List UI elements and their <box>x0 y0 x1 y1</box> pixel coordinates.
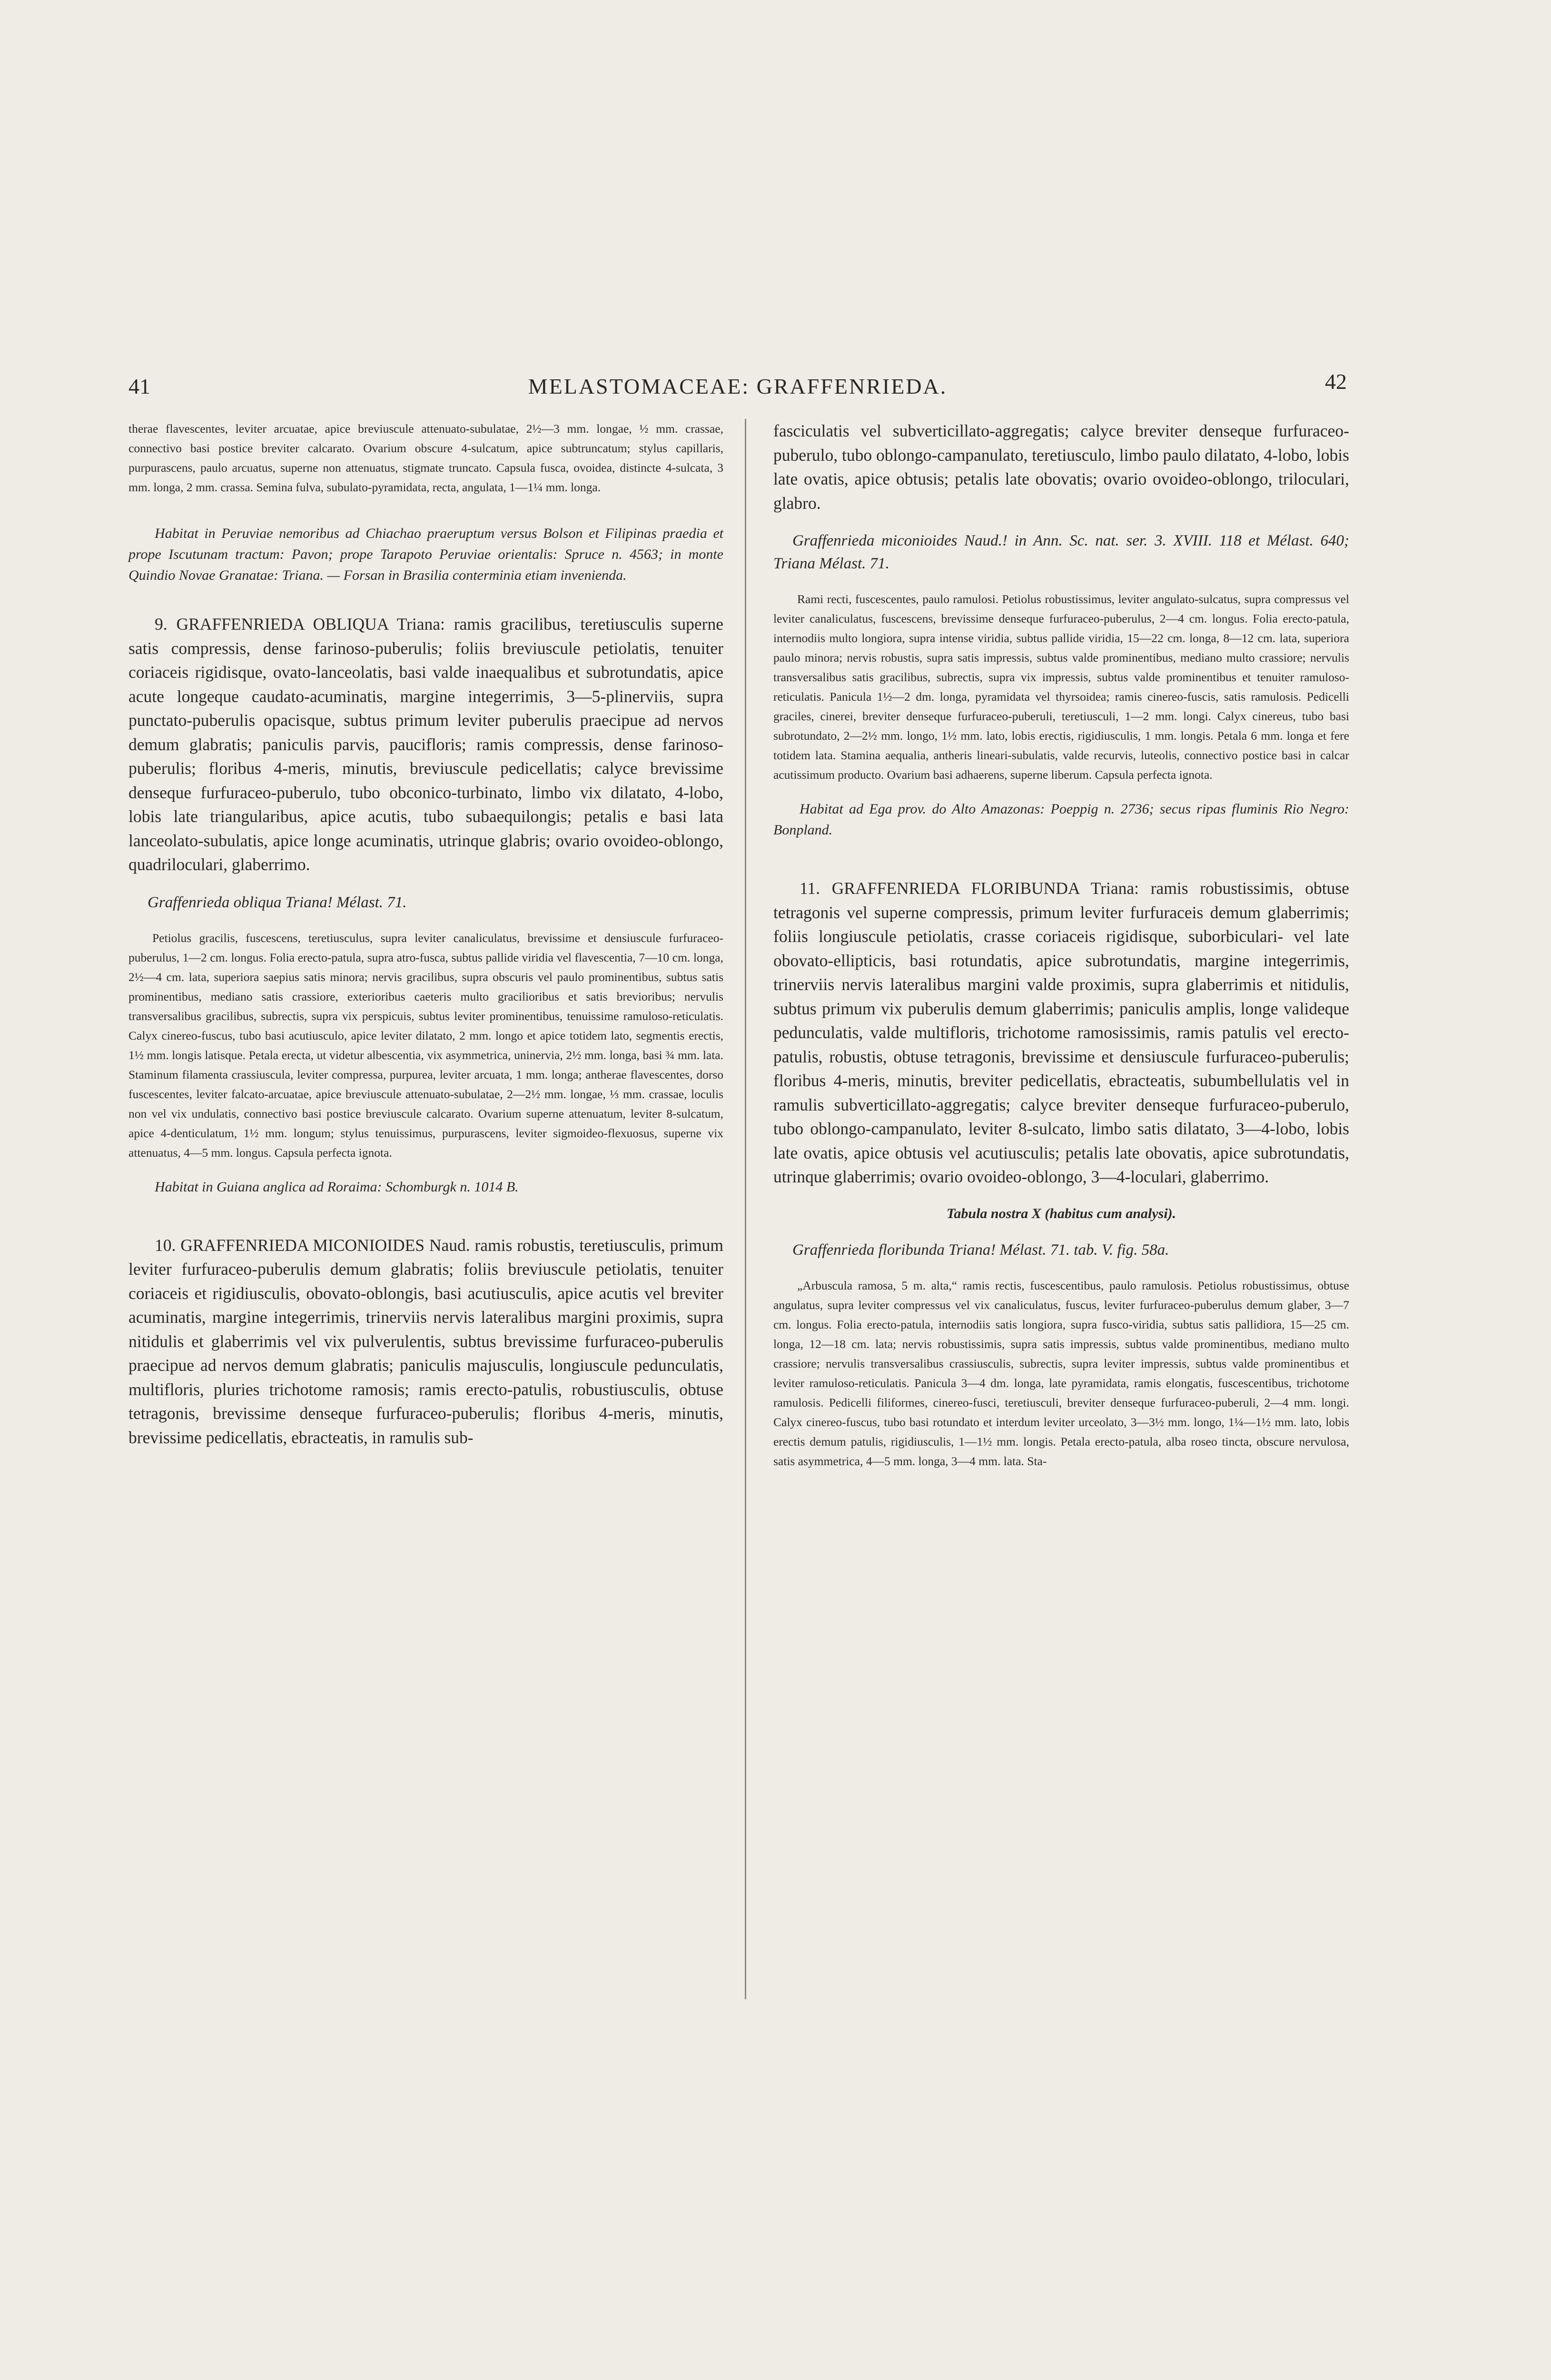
species-11-description: „Arbuscula ramosa, 5 m. alta,“ ramis rectis, fuscescentibus, paulo ramulosis. Petiolus robustissimus, obtuse angulatus, supra leviter compressus vel vix canaliculatus, fuscus, leviter furfuraceo-puberulus demum glaber, 3—7 cm. longus. Folia erecto-patula, internodiis satis longiora, supra fusco-viridia, subtus satis pallidiora, 15—25 cm. longa, 12—18 cm. lata; nervis robustissimis, supra satis impressis, subtus valde prominentibus, mediano multo crassiore; nervulis transversalibus crassiusculis, subrectis, supra leviter impressis, subtus valde prominentibus et leviter ramuloso-reticulatis. Panicula 3—4 dm. longa, late pyramidata, ramis elongatis, fuscescentibus, trichotome ramulosis. Pedicelli filiformes, cinereo-fusci, teretiusculi, breviter denseque furfuraceo-puberuli, 2—4 mm. longi. Calyx cinereo-fuscus, tubo basi rotundato et interdum leviter urceolato, 3—3½ mm. longo, 1¼—1½ mm. lato, lobis erectis demum patulis, rigidiusculis, 1—1½ mm. longis. Petala erecto-patula, alba roseo tincta, obscure nervulosa, satis asymmetrica, 4—5 mm. longa, 3—4 mm. lata. Sta- <box>773 1278 1349 1468</box>
column-divider <box>745 419 746 1999</box>
species-11-reference: Graffenrieda floribunda Triana! Mélast. 71. tab. V. fig. 58a. <box>792 1241 1169 1259</box>
species-10-description: Rami recti, fuscescentes, paulo ramulosi. Petiolus robustissimus, leviter angulato-sulcatus, supra compressus vel leviter canaliculatus, fuscescens, brevissime denseque furfuraceo-puberulus, 2—4 cm. longus. Folia erecto-patula, internodiis multo longiora, supra intense viridia, subtus pallide viridia, 15—22 cm. longa, 8—12 cm. lata, superiora paulo minora; nervis robustis, supra satis impressis, subtus valde prominentibus, mediano multo crassiore; nervulis transversalibus satis gracilibus, subrectis, supra vix impressis, subtus valde prominentibus et tenuiter ramuloso-reticulatis. Panicula 1½—2 dm. longa, pyramidata vel thyrsoidea; ramis cinereo-fuscis, satis ramulosis. Pedicelli graciles, cinerei, breviter denseque furfuraceo-puberuli, teretiusculi, 1—2 mm. longi. Calyx cinereus, tubo basi subrotundato, 2—2½ mm. longo, 1½ mm. lato, lobis erectis, rigidiusculis, 1 mm. longis. Petala 6 mm. longa et fere totidem lata. Stamina aequalia, antheris lineari-subulatis, valde recurvis, luteolis, connectivo postice basi in calcar acutissimum producto. Ovarium basi adhaerens, superne liberum. Capsula perfecta ignota. <box>773 592 1349 782</box>
continued-description: therae flavescentes, leviter arcuatae, apice breviuscule attenuato-subulatae, 2½—3 mm. longae, ½ mm. crassae, connectivo basi postice breviter calcarato. Ovarium obscure 4-sulcatum, apice subtruncatum; stylus capillaris, purpurascens, paulo arcuatus, superne non attenuatus, stigmate truncato. Capsula fusca, ovoidea, distincte 4-sulcata, 3 mm. longa, 2 mm. crassa. Semina fulva, subulato-pyramidata, recta, angulata, 1—1¼ mm. longa. <box>128 422 723 494</box>
left-page-number: 41 <box>128 374 150 398</box>
species-9-reference: Graffenrieda obliqua Triana! Mélast. 71. <box>148 893 407 911</box>
species-9-diagnosis: 9. GRAFFENRIEDA OBLIQUA Triana: ramis gracilibus, teretiusculis superne satis compressis, dense farinoso-puberulis; foliis breviuscule petiolatis, tenuiter coriaceis rigidisque, ovato-lanceolatis, basi valde inaequalibus et subrotundatis, apice acute longeque caudato-acuminatis, margine integerrimis, 3—5-plinerviis, supra punctato-puberulis opacisque, subtus primum leviter puberulis praecipue ad nervos demum glabratis; paniculis parvis, paucifloris; ramis compressis, dense farinoso-puberulis; floribus 4-meris, minutis, breviuscule pedicellatis; calyce brevissime denseque furfuraceo-puberulo, tubo obconico-turbinato, limbo vix dilatato, 4-lobo, lobis late triangularibus, apice acutis, tubo subaequilongis; petalis e basi lata lanceolato-subulatis, apice longe acuminatis, utrinque glabris; ovario ovoideo-oblongo, quadriloculari, glaberrimo. <box>128 615 723 874</box>
species-10-diagnosis: 10. GRAFFENRIEDA MICONIOIDES Naud. ramis robustis, teretiusculis, primum leviter furfuraceo-puberulis demum glabratis; foliis breviuscule petiolatis, tenuiter coriaceis et rigidiusculis, obovato-oblongis, basi acutiusculis, apice acutis vel breviter acuminatis, margine integerrimis, trinerviis nervis lateralibus margini proximis, supra nitidulis et glaberrimis vel vix pulverulentis, subtus brevissime furfuraceo-puberulis praecipue ad nervos demum glabratis; paniculis majusculis, longiuscule pedunculatis, multifloris, pluries trichotome ramosis; ramis erecto-patulis, robustiusculis, obtuse tetragonis, brevissime denseque furfuraceo-puberulis; floribus 4-meris, minutis, brevissime pedicellatis, ebracteatis, in ramulis sub- <box>128 1235 723 1447</box>
left-column <box>128 419 723 1449</box>
species-10-habitat: Habitat ad Ega prov. do Alto Amazonas: Poeppig n. 2736; secus ripas fluminis Rio Negro: Bonpland. <box>773 801 1349 838</box>
right-column <box>773 419 1349 1471</box>
habitat-note: Habitat in Peruviae nemoribus ad Chiachao praeruptum versus Bolson et Filipinas praedia et prope Iscutunam tractum: Pavon; prope Tarapoto Peruviae orientalis: Spruce n. 4563; in monte Quindio Novae Granatae: Triana. — Forsan in Brasilia conterminia etiam invenienda. <box>128 526 723 583</box>
running-title: MELASTOMACEAE: GRAFFENRIEDA. <box>528 374 948 398</box>
species-9-habitat: Habitat in Guiana anglica ad Roraima: Schomburgk n. 1014 B. <box>155 1179 519 1195</box>
species-9-description: Petiolus gracilis, fuscescens, teretiusculus, supra leviter canaliculatus, brevissime et densiuscule furfuraceo-puberulus, 1—2 cm. longus. Folia erecto-patula, supra atro-fusca, subtus pallide viridia vel flavescentia, 7—10 cm. longa, 2½—4 cm. lata, superiora saepius satis minora; nervis gracilibus, supra obscuris vel paulo prominentibus, subtus satis prominentibus, mediano satis crassiore, exterioribus caeteris multo gracilioribus et satis brevioribus; nervulis transversalibus gracilibus, subrectis, supra vix perspicuis, subtus leviter prominentibus, tenuissime ramuloso-reticulatis. Calyx cinereo-fuscus, tubo basi acutiusculo, apice leviter dilatato, 2 mm. longo et apice totidem lato, segmentis erectis, 1½ mm. longis latisque. Petala erecta, ut videtur albescentia, vix asymmetrica, uninervia, 2½ mm. longa, basi ¾ mm. lata. Staminum filamenta crassiuscula, leviter compressa, purpurea, leviter arcuata, 1 mm. longa; antherae flavescentes, dorso fuscescentes, leviter falcato-arcuatae, apice breviuscule attenuato-subulatae, 2—2½ mm. longae, ⅓ mm. crassae, loculis non vel vix undulatis, connectivo basi postice breviuscule calcarato. Ovarium superne attenuatum, leviter 8-sulcatum, apice 4-denticulatum, 1½ mm. longum; stylus tenuissimus, purpurascens, leviter sigmoideo-flexuosus, superne vix attenuatus, 4—5 mm. longus. Capsula perfecta ignota. <box>128 931 723 1160</box>
plate-note: Tabula nostra X (habitus cum analysi). <box>946 1205 1176 1221</box>
species-10-reference: Graffenrieda miconioides Naud.! in Ann. Sc. nat. ser. 3. XVIII. 118 et Mélast. 640; Triana Mélast. 71. <box>773 532 1349 572</box>
species-11-diagnosis: 11. GRAFFENRIEDA FLORIBUNDA Triana: ramis robustissimis, obtuse tetragonis vel superne compressis, primum leviter furfuraceis demum glaberrimis; foliis longiuscule petiolatis, crasse coriaceis rigidisque, suborbiculari- vel late obovato-ellipticis, basi rotundatis, apice subrotundatis, margine integerrimis, trinerviis nervis lateralibus margini valde proximis, supra glaberrimis et nitidulis, subtus primum vix puberulis demum glaberrimis; paniculis amplis, longe valideque pedunculatis, valde multifloris, trichotome ramosissimis, ramis patulis vel erecto-patulis, robustis, obtuse tetragonis, brevissime et densiuscule furfuraceo-puberulis; floribus 4-meris, minutis, breviter pedicellatis, ebracteatis, subumbellulatis vel in ramulis subverticillato-aggregatis; calyce breviter denseque furfuraceo-puberulo, tubo oblongo-campanulato, leviter 8-sulcato, limbo satis dilatato, 3—4-lobo, lobis late ovatis, apice obtusis vel acutiusculis; petalis late obovatis, apice subrotundatis, utrinque glaberrimis; ovario ovoideo-oblongo, 3—4-loculari, glaberrimo. <box>773 879 1349 1186</box>
right-page-number: 42 <box>1325 369 1347 394</box>
page-header <box>128 369 1347 402</box>
species-10-diagnosis-continued: fasciculatis vel subverticillato-aggregatis; calyce breviter denseque furfuraceo-puberulo, tubo oblongo-campanulato, teretiusculo, limbo paulo dilatato, 4-lobo, lobis late ovatis, apice obtusis; petalis late obovatis; ovario ovoideo-oblongo, triloculari, glabro. <box>773 421 1349 513</box>
